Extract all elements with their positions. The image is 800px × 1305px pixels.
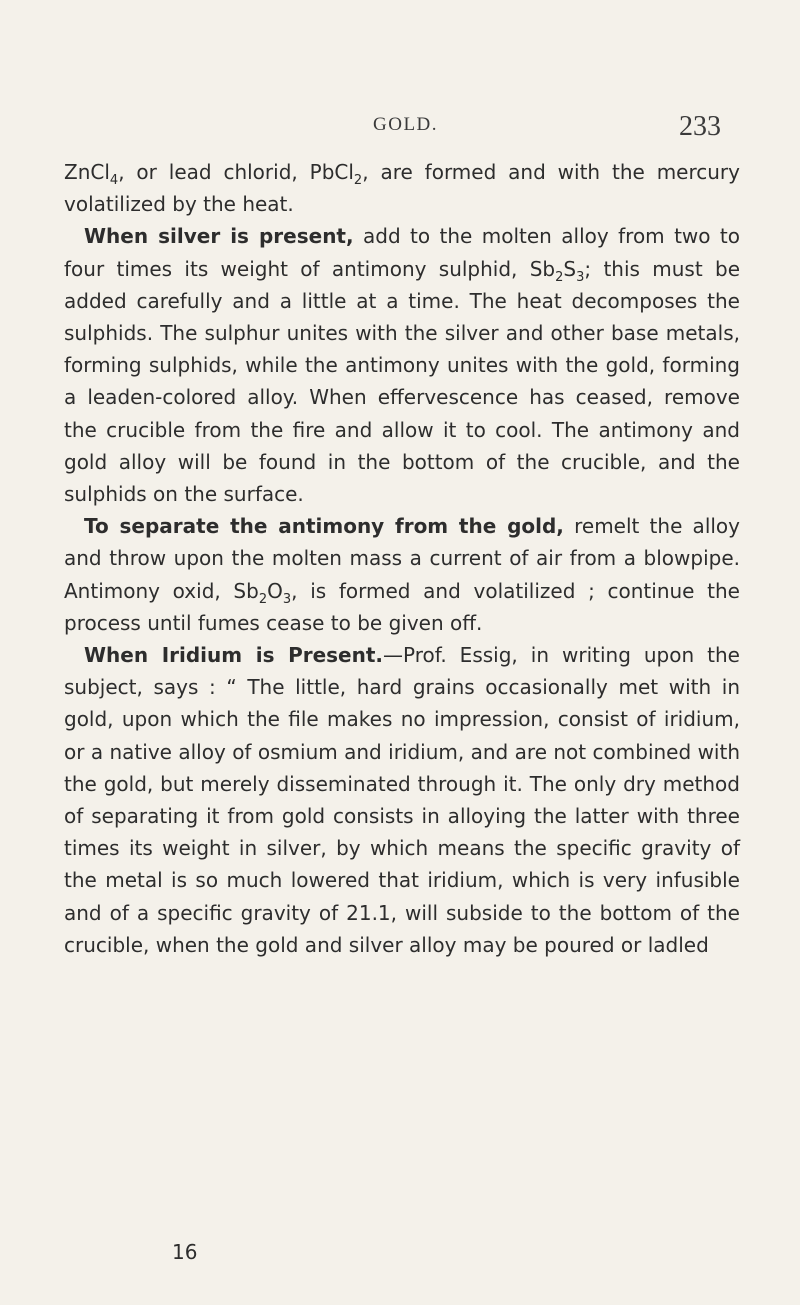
subscript: 2 bbox=[258, 591, 268, 607]
body-text bbox=[64, 156, 740, 961]
running-head-title: GOLD. bbox=[373, 114, 439, 135]
text-run: —Prof. Essig, in writing upon the subject, says : “ The little, hard grains occasionally met with in gold, upon which the file makes no impression, consist of iridium, or a native alloy of osmium and iridium, and are not combined with the gold, but merely disseminated through it. The only dry method of separating it from gold consists in alloying the latter with three times its weight in silver, by which means the specific gravity of the metal is so much lowered that iridium, which is very infusible and of a specific gravity of 21.1, will subside to the bottom of the crucible, when the gold and silver alloy may be poured or ladled bbox=[64, 643, 740, 957]
signature-mark: 16 bbox=[172, 1240, 198, 1264]
run-in-heading: When silver is present, bbox=[84, 224, 354, 249]
paragraph bbox=[64, 639, 740, 961]
subscript: 3 bbox=[282, 591, 292, 607]
text-run: O bbox=[267, 578, 283, 603]
paragraph bbox=[64, 510, 740, 639]
text-run: ZnCl bbox=[64, 160, 110, 184]
paragraph bbox=[64, 220, 740, 510]
subscript: 3 bbox=[576, 269, 585, 285]
text-run: remelt the alloy and throw upon the molten mass a current of air from a blowpipe. Antimony oxid, Sb bbox=[64, 514, 741, 603]
text-run: , or lead chlorid, PbCl bbox=[118, 160, 354, 184]
run-in-heading: When Iridium is Present. bbox=[84, 643, 384, 668]
text-run: S bbox=[563, 256, 577, 281]
running-head bbox=[0, 108, 800, 148]
text-run: , is formed and volatilized ; continue the process until fumes cease to be given off. bbox=[64, 578, 740, 635]
subscript: 2 bbox=[555, 269, 564, 285]
text-run: add to the molten alloy from two to four times its weight of antimony sulphid, Sb bbox=[64, 224, 740, 281]
paragraph bbox=[64, 156, 740, 220]
subscript: 4 bbox=[109, 173, 119, 188]
subscript: 2 bbox=[353, 173, 363, 188]
page-number: 233 bbox=[679, 111, 721, 142]
run-in-heading: To separate the antimony from the gold, bbox=[84, 514, 564, 539]
text-run: ; this must be added carefully and a little at a time. The heat decomposes the sulphids. The sulphur unites with the silver and other base metals, forming sulphids, while the antimony unites with the gold, forming a leaden-colored alloy. When effervescence has ceased, remove the crucible from the fire and allow it to cool. The antimony and gold alloy will be found in the bottom of the crucible, and the sulphids on the surface. bbox=[64, 256, 740, 507]
text-run: , are formed and with the mercury volatilized by the heat. bbox=[64, 160, 740, 217]
